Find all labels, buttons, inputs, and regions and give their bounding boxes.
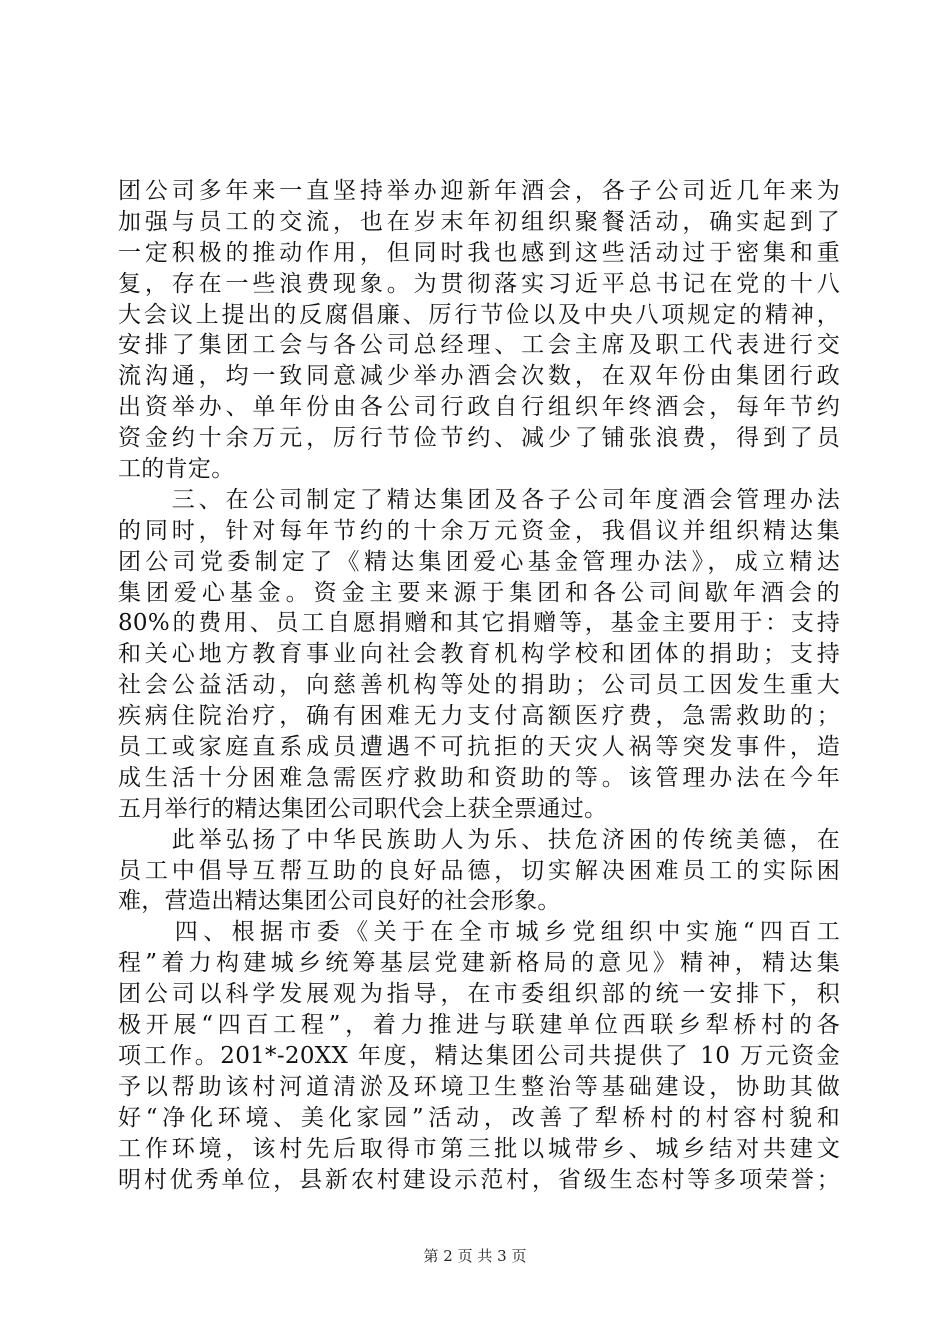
text-line: 社会公益活动，向慈善机构等处的捐助；公司员工因发生重大 <box>118 672 840 699</box>
text-line: 难，营造出精达集团公司良好的社会形象。 <box>118 888 561 915</box>
text-line: 安排了集团工会与各公司总经理、工会主席及职工代表进行交 <box>118 332 840 359</box>
body-text <box>118 176 840 1195</box>
text-line: 出资举办、单年份由各公司行政自行组织年终酒会，每年节约 <box>118 394 840 421</box>
text-line: 80%的费用、员工自愿捐赠和其它捐赠等，基金主要用于：支持 <box>118 610 840 637</box>
text-line: 四、根据市委《关于在全市城乡党组织中实施“四百工 <box>118 919 840 946</box>
text-line: 加强与员工的交流，也在岁末年初组织聚餐活动，确实起到了 <box>118 208 840 235</box>
text-line: 明村优秀单位，县新农村建设示范村，省级生态村等多项荣誉； <box>118 1166 840 1193</box>
text-line: 疾病住院治疗，确有困难无力支付高额医疗费，急需救助的； <box>118 703 840 730</box>
text-line: 三、在公司制定了精达集团及各子公司年度酒会管理办法 <box>118 486 840 513</box>
text-line: 此举弘扬了中华民族助人为乐、扶危济困的传统美德，在 <box>118 826 840 853</box>
text-line: 集团爱心基金。资金主要来源于集团和各公司间歇年酒会的 <box>118 579 840 606</box>
text-line: 和关心地方教育事业向社会教育机构学校和团体的捐助；支持 <box>118 641 840 668</box>
page-footer: 第 2 页 共 3 页 <box>423 1247 527 1265</box>
text-line: 予以帮助该村河道清淤及环境卫生整治等基础建设，协助其做 <box>118 1073 840 1100</box>
text-line: 员工中倡导互帮互助的良好品德，切实解决困难员工的实际困 <box>118 857 840 884</box>
text-line: 流沟通，均一致同意减少举办酒会次数，在双年份由集团行政 <box>118 363 840 390</box>
text-line: 复，存在一些浪费现象。为贯彻落实习近平总书记在党的十八 <box>118 270 840 297</box>
text-line: 团公司多年来一直坚持举办迎新年酒会，各子公司近几年来为 <box>118 178 840 204</box>
text-line: 大会议上提出的反腐倡廉、厉行节俭以及中央八项规定的精神， <box>118 301 840 328</box>
text-line: 好“净化环境、美化家园”活动，改善了犁桥村的村容村貌和 <box>118 1104 840 1131</box>
text-line: 员工或家庭直系成员遭遇不可抗拒的天灾人祸等突发事件，造 <box>118 734 840 761</box>
text-line: 资金约十余万元，厉行节俭节约、减少了铺张浪费，得到了员 <box>118 425 840 452</box>
text-line: 五月举行的精达集团公司职代会上获全票通过。 <box>118 795 608 822</box>
text-line: 工的肯定。 <box>118 456 235 483</box>
text-line: 的同时，针对每年节约的十余万元资金，我倡议并组织精达集 <box>118 517 840 544</box>
text-line: 极开展“四百工程”，着力推进与联建单位西联乡犁桥村的各 <box>118 1012 840 1039</box>
text-line: 团公司以科学发展观为指导，在市委组织部的统一安排下，积 <box>118 981 840 1008</box>
text-line: 团公司党委制定了《精达集团爱心基金管理办法》，成立精达 <box>118 548 840 575</box>
text-line: 成生活十分困难急需医疗救助和资助的等。该管理办法在今年 <box>118 764 840 791</box>
text-line: 工作环境，该村先后取得市第三批以城带乡、城乡结对共建文 <box>118 1135 840 1162</box>
text-line: 项工作。201*-20XX 年度，精达集团公司共提供了 10 万元资金 <box>118 1042 840 1069</box>
text-line: 程”着力构建城乡统筹基层党建新格局的意见》精神，精达集 <box>118 950 840 977</box>
text-line: 一定积极的推动作用，但同时我也感到这些活动过于密集和重 <box>118 239 840 266</box>
